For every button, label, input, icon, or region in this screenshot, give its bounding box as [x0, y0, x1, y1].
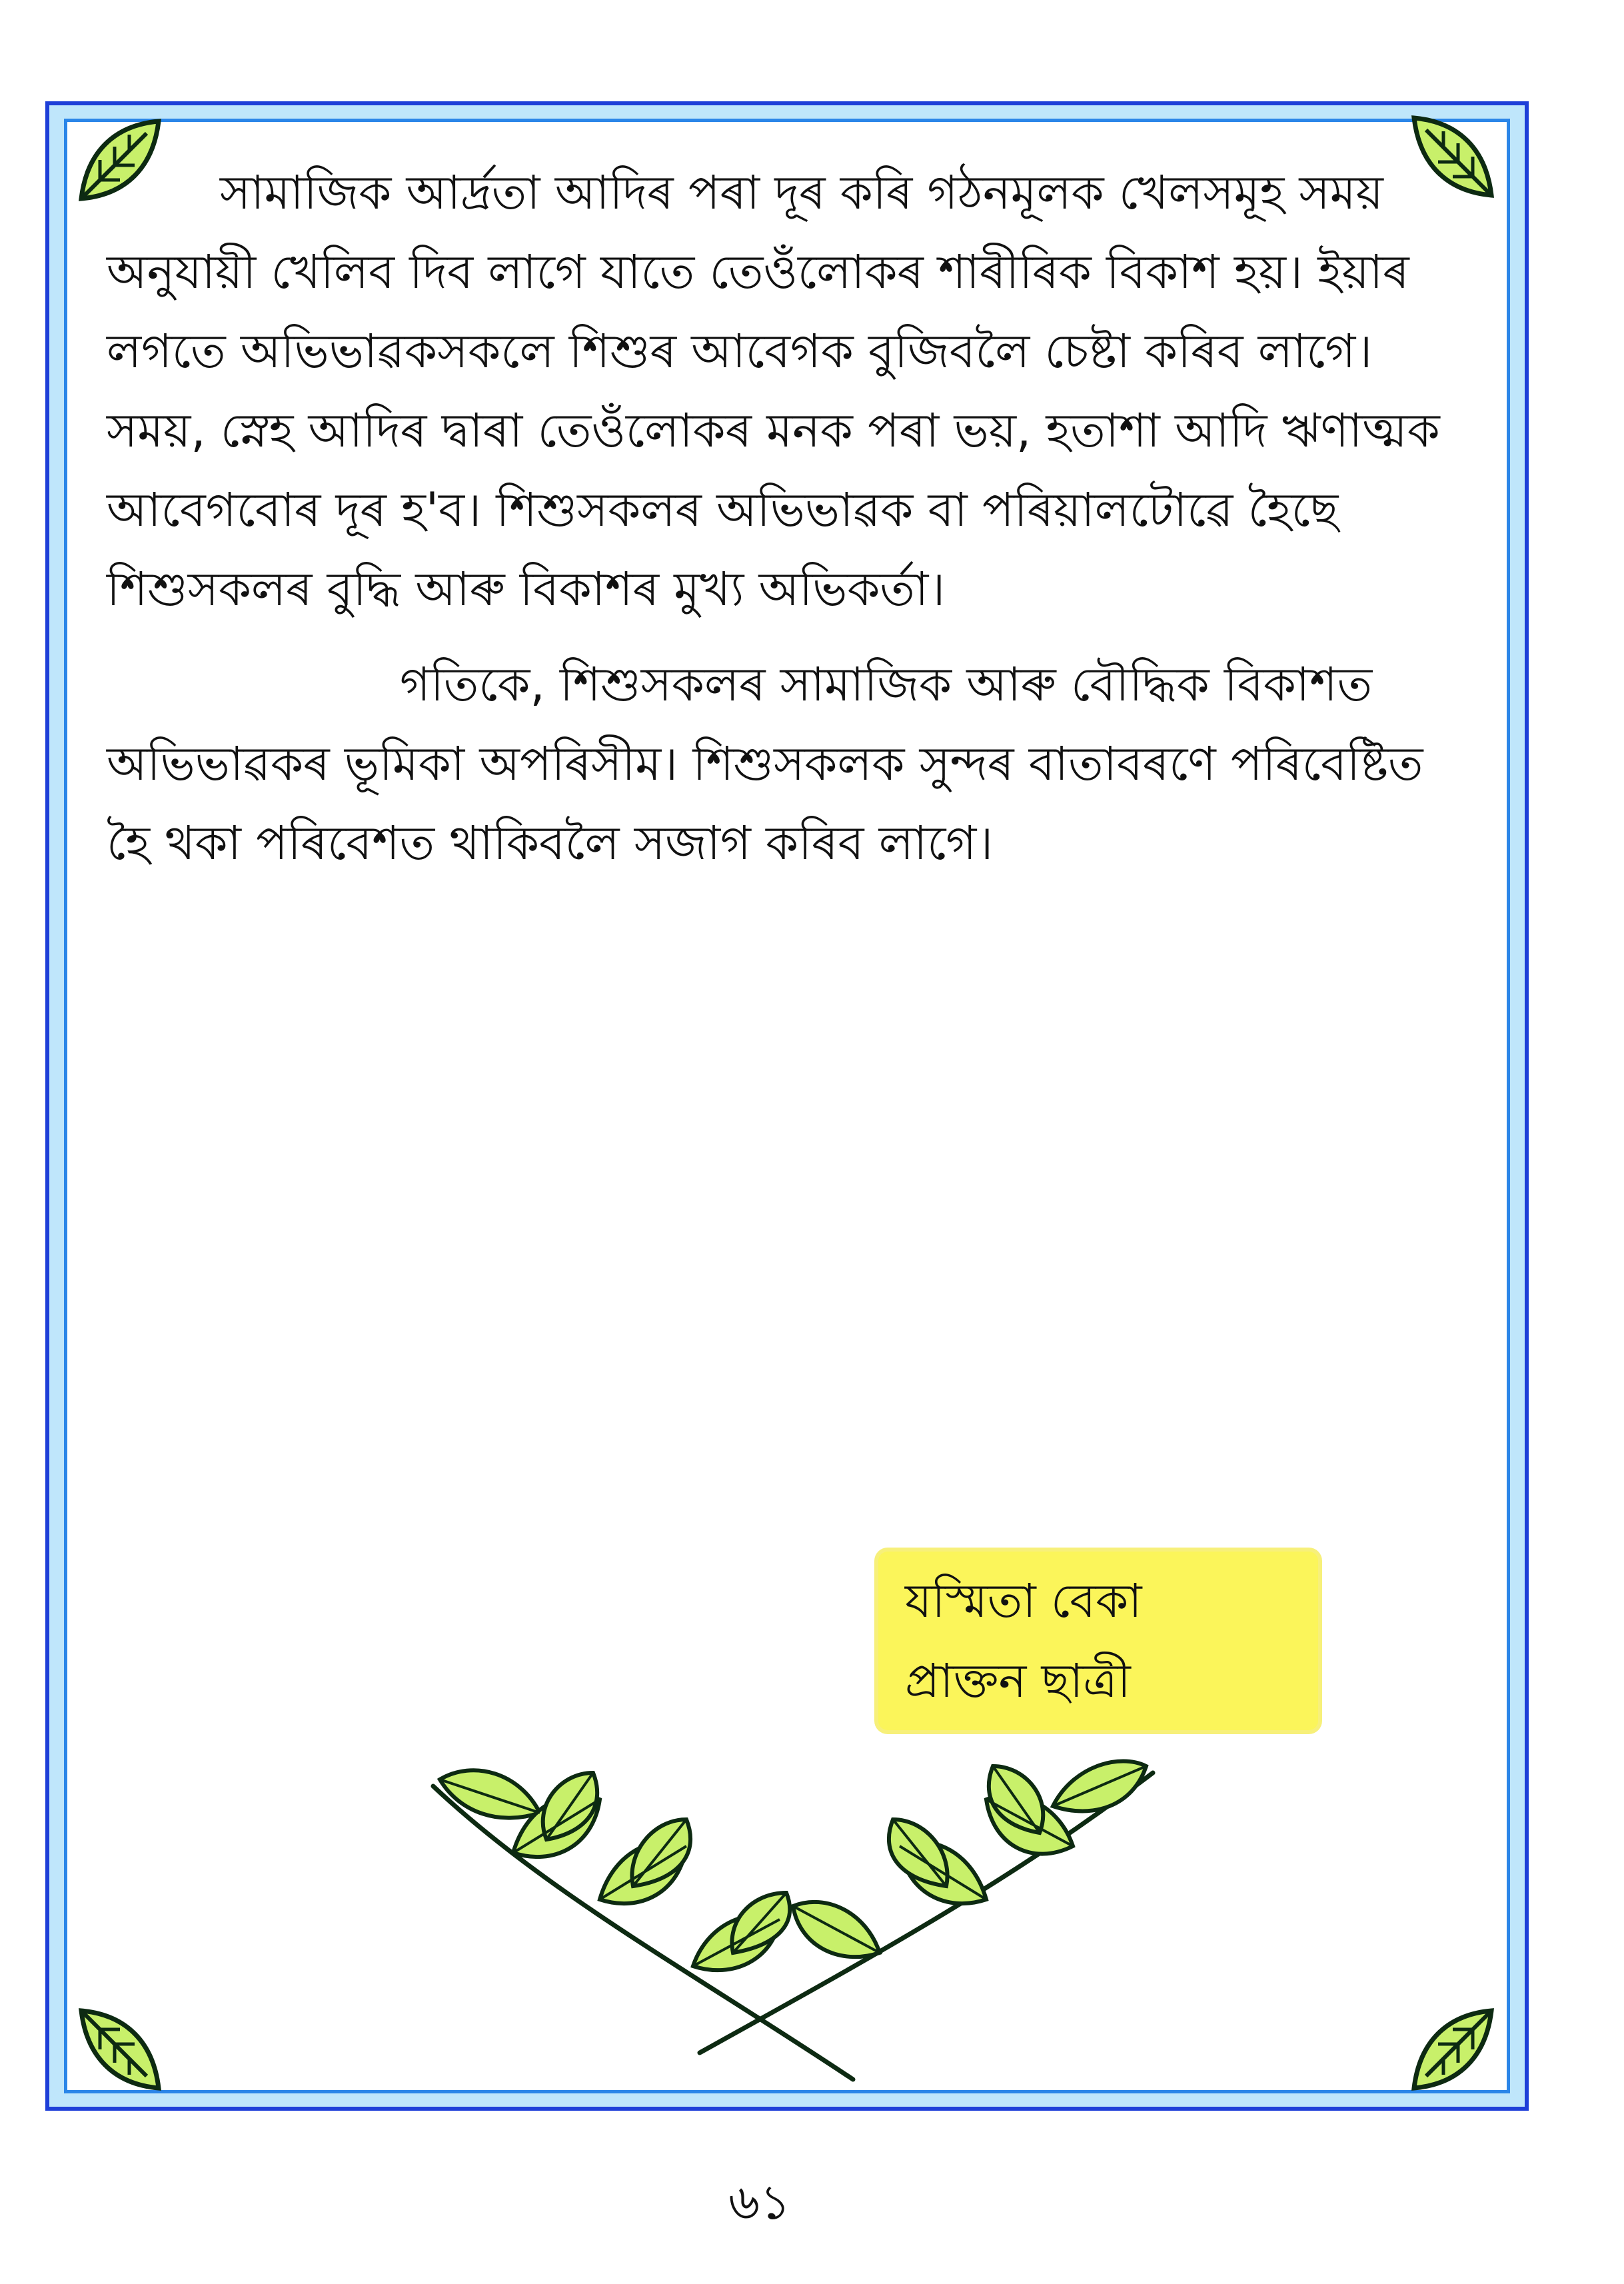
signature-role: প্ৰাক্তন ছাত্ৰী: [905, 1654, 1131, 1708]
laurel-sprig-icon: [413, 1733, 1173, 2106]
paragraph: সামাজিক আৰ্দ্ৰতা আদিৰ পৰা দূৰ কৰি গঠনমূলক খেলসমূহ সময় অনুযায়ী খেলিব দিব লাগে যাতে তেওঁলোকৰ শাৰীৰিক বিকাশ হয়। ইয়াৰ লগতে অভিভাৱকসকলে শিশুৰ আবেগক বুজিবলৈ চেষ্টা কৰিব লাগে। সময়, স্নেহ আদিৰ দ্বাৰা তেওঁলোকৰ মনক পৰা ভয়, হতাশা আদি ঋণাত্মক আবেগবোৰ দূৰ হ'ব। শিশুসকলৰ অভিভাৱক বা পৰিয়ালটোৱে হৈছে শিশুসকলৰ বুদ্ধি আৰু বিকাশৰ মুখ্য অভিকৰ্তা।: [107, 165, 1455, 616]
letter-body: [107, 153, 1473, 883]
leaf-corner-icon: [1406, 2003, 1499, 2096]
signature-name: যস্মিতা বেকা: [905, 1574, 1142, 1628]
page-number: ৬১: [728, 2174, 791, 2230]
paragraph: গতিকে, শিশুসকলৰ সামাজিক আৰু বৌদ্ধিক বিকাশত অভিভাৱকৰ ভূমিকা অপৰিসীম। শিশুসকলক সুন্দৰ বাতাবৰণে পৰিবেষ্টিত হৈ থকা পৰিবেশত থাকিবলৈ সজাগ কৰিব লাগে।: [107, 657, 1438, 870]
leaf-corner-icon: [73, 2003, 167, 2096]
signature-block: [878, 1552, 1318, 1730]
